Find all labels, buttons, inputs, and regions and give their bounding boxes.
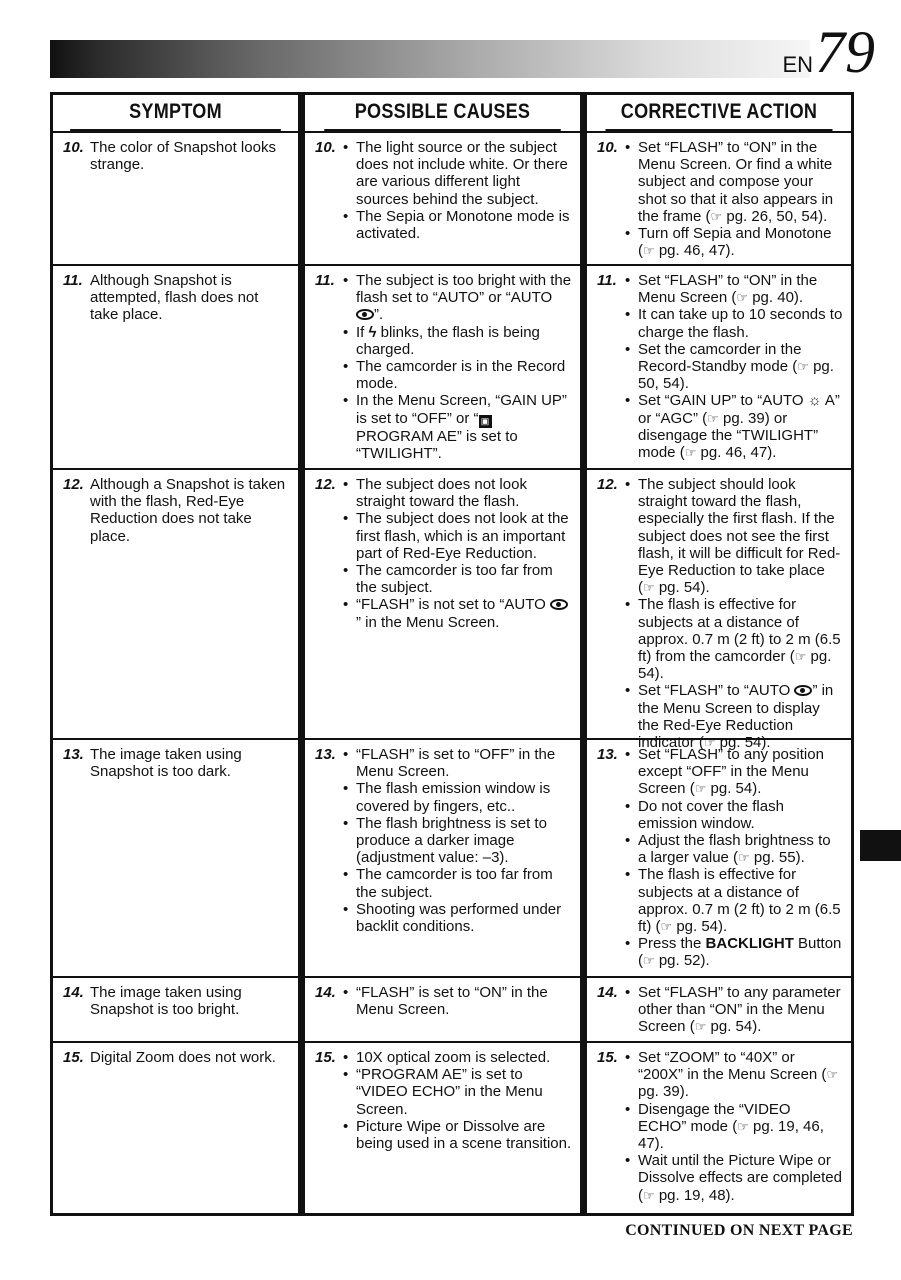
cause-item: • The Sepia or Monotone mode is activated. <box>342 208 572 242</box>
cause-item: • Picture Wipe or Dissolve are being used in a scene transition. <box>342 1118 572 1152</box>
red-eye-icon <box>550 599 568 610</box>
action-item: • Adjust the flash brightness to a larger value (☞ pg. 55). <box>624 832 843 866</box>
cause-cell <box>305 468 580 738</box>
pointer-icon: ☞ <box>643 953 655 969</box>
header-gradient-bar <box>50 40 810 78</box>
row-number: 13. <box>597 746 618 763</box>
action-cell <box>587 738 851 976</box>
row-number: 12. <box>63 476 84 493</box>
symptom-text: Although a Snapshot is taken with the flash, Red-Eye Reduction does not take place. <box>90 476 286 545</box>
row-number: 11. <box>597 272 617 289</box>
row-number: 11. <box>63 272 83 289</box>
column-divider <box>298 264 305 468</box>
action-list <box>624 139 843 259</box>
cause-cell <box>305 131 580 264</box>
symptom-text: The color of Snapshot looks strange. <box>90 139 276 174</box>
cause-list <box>342 139 572 242</box>
action-item: • Press the BACKLIGHT Button (☞ pg. 52). <box>624 935 843 969</box>
action-item: • Set “FLASH” to any parameter other than “ON” in the Menu Screen (☞ pg. 54). <box>624 984 843 1036</box>
action-item: • Disengage the “VIDEO ECHO” mode (☞ pg. 19, 46, 47). <box>624 1101 843 1153</box>
action-item: • Set “FLASH” to “ON” in the Menu Screen. Or find a white subject and compose your shot so that it also appears in the frame (☞ pg. 26, 50, 54). <box>624 139 843 225</box>
pointer-icon: ☞ <box>794 649 807 665</box>
cause-item: • The light source or the subject does not include white. Or there are various different light sources behind the subject. <box>342 139 572 208</box>
cause-cell <box>305 976 580 1041</box>
action-item: • The flash is effective for subjects at a distance of approx. 0.7 m (2 ft) to 2 m (6.5 ft) from the camcorder (☞ pg. 54). <box>624 596 843 682</box>
cause-item: • The subject does not look straight toward the flash. <box>342 476 572 510</box>
symptom-cell <box>53 468 298 738</box>
symptom-text: The image taken using Snapshot is too bright. <box>90 984 242 1019</box>
symptom-cell <box>53 738 298 976</box>
column-divider <box>580 976 587 1041</box>
action-list <box>624 1049 843 1204</box>
red-eye-icon <box>794 685 812 696</box>
troubleshooting-table <box>50 92 854 1216</box>
pointer-icon: ☞ <box>643 243 655 259</box>
red-eye-icon <box>356 309 374 320</box>
action-cell <box>587 131 851 264</box>
cause-item: • The camcorder is too far from the subject. <box>342 562 572 596</box>
continued-note: CONTINUED ON NEXT PAGE <box>625 1222 853 1239</box>
action-item: • Set “FLASH” to any position except “OFF” in the Menu Screen (☞ pg. 54). <box>624 746 843 798</box>
cause-item: • “FLASH” is set to “OFF” in the Menu Screen. <box>342 746 572 780</box>
symptom-text: The image taken using Snapshot is too dark. <box>90 746 242 781</box>
row-number: 14. <box>597 984 618 1001</box>
row-number: 12. <box>315 476 336 493</box>
action-item: • Wait until the Picture Wipe or Dissolve effects are completed (☞ pg. 19, 48). <box>624 1152 843 1204</box>
row-number: 14. <box>315 984 336 1001</box>
cause-cell <box>305 1041 580 1213</box>
action-list <box>624 272 843 461</box>
cause-list <box>342 272 572 462</box>
cause-item: • “FLASH” is set to “ON” in the Menu Screen. <box>342 984 572 1018</box>
action-item: • Turn off Sepia and Monotone (☞ pg. 46, 47). <box>624 225 843 259</box>
row-number: 15. <box>315 1049 336 1066</box>
row-number: 13. <box>315 746 336 763</box>
action-item: • Set the camcorder in the Record-Standby mode (☞ pg. 50, 54). <box>624 341 843 393</box>
pointer-icon: ☞ <box>736 290 749 306</box>
pointer-icon: ☞ <box>710 208 723 224</box>
row-number: 15. <box>63 1049 84 1066</box>
pointer-icon: ☞ <box>660 919 673 935</box>
pointer-icon: ☞ <box>826 1067 839 1083</box>
pointer-icon: ☞ <box>703 735 716 751</box>
cause-item: • The flash brightness is set to produce a darker image (adjustment value: –3). <box>342 815 572 867</box>
cause-list <box>342 476 572 631</box>
symptom-text: Although Snapshot is attempted, flash does not take place. <box>90 272 259 324</box>
row-number: 10. <box>597 139 618 156</box>
cause-item: • If ϟ blinks, the flash is being charged. <box>342 324 572 358</box>
pointer-icon: ☞ <box>643 1187 655 1203</box>
header-corrective-action: CORRECTIVE ACTION <box>605 95 832 131</box>
column-divider <box>580 468 587 738</box>
cause-item: • “PROGRAM AE” is set to “VIDEO ECHO” in the Menu Screen. <box>342 1066 572 1118</box>
pointer-icon: ☞ <box>738 850 750 866</box>
column-divider <box>298 468 305 738</box>
row-number: 15. <box>597 1049 618 1066</box>
column-divider <box>298 1041 305 1213</box>
symptom-cell <box>53 131 298 264</box>
pointer-icon: ☞ <box>737 1118 749 1134</box>
action-item: • It can take up to 10 seconds to charge the flash. <box>624 306 843 340</box>
header-possible-causes: POSSIBLE CAUSES <box>324 95 561 131</box>
column-divider <box>580 1041 587 1213</box>
section-thumb-tab <box>860 830 901 861</box>
cause-item: • “FLASH” is not set to “AUTO ” in the Menu Screen. <box>342 596 572 630</box>
row-number: 10. <box>315 139 336 156</box>
column-divider <box>580 131 587 264</box>
cause-list <box>342 746 572 935</box>
action-item: • Do not cover the flash emission window. <box>624 798 843 832</box>
pointer-icon: ☞ <box>694 781 707 797</box>
pointer-icon: ☞ <box>707 410 719 426</box>
column-divider <box>298 95 305 131</box>
cause-item: • Shooting was performed under backlit conditions. <box>342 901 572 935</box>
column-divider <box>298 131 305 264</box>
cause-cell <box>305 738 580 976</box>
action-item: • The subject should look straight toward the flash, especially the first flash. If the subject does not see the first flash, it will be difficult for Red-Eye Reduction to take place (☞ pg. 54). <box>624 476 843 596</box>
pointer-icon: ☞ <box>684 445 697 461</box>
gain-icon: ☼ <box>807 392 822 410</box>
action-list <box>624 746 843 970</box>
action-item: • Set “FLASH” to “ON” in the Menu Screen (☞ pg. 40). <box>624 272 843 306</box>
cause-item: • The flash emission window is covered by fingers, etc.. <box>342 780 572 814</box>
program-ae-icon: ▣ <box>479 415 492 428</box>
page-number-value: 79 <box>815 19 875 85</box>
action-cell <box>587 976 851 1041</box>
action-item: • Set “GAIN UP” to “AUTO ☼ A” or “AGC” (☞ pg. 39) or disengage the “TWILIGHT” mode (☞ pg. 46, 47). <box>624 392 843 461</box>
action-cell <box>587 264 851 468</box>
symptom-cell <box>53 264 298 468</box>
symptom-text: Digital Zoom does not work. <box>90 1049 276 1066</box>
action-cell <box>587 1041 851 1213</box>
pointer-icon: ☞ <box>797 359 809 375</box>
cause-list <box>342 984 572 1018</box>
cause-list <box>342 1049 572 1152</box>
action-list <box>624 476 843 751</box>
pointer-icon: ☞ <box>643 580 655 596</box>
action-item: • Set “FLASH” to “AUTO ” in the Menu Screen to display the Red-Eye Reduction indicator (☞ pg. 54). <box>624 682 843 751</box>
row-number: 11. <box>315 272 335 289</box>
action-list <box>624 984 843 1036</box>
column-divider <box>298 976 305 1041</box>
page-number <box>782 19 875 85</box>
row-number: 12. <box>597 476 618 493</box>
column-divider <box>580 738 587 976</box>
row-number: 13. <box>63 746 84 763</box>
symptom-cell <box>53 1041 298 1213</box>
cause-item: • The camcorder is in the Record mode. <box>342 358 572 392</box>
cause-item: • In the Menu Screen, “GAIN UP” is set to “OFF” or “ ▣ PROGRAM AE” is set to “TWILIGHT”. <box>342 392 572 462</box>
column-divider <box>298 738 305 976</box>
action-item: • Set “ZOOM” to “40X” or “200X” in the Menu Screen (☞ pg. 39). <box>624 1049 843 1101</box>
page-lang: EN <box>782 52 813 77</box>
row-number: 14. <box>63 984 84 1001</box>
symptom-cell <box>53 976 298 1041</box>
flash-icon: ϟ <box>368 323 377 341</box>
action-item: • The flash is effective for subjects at a distance of approx. 0.7 m (2 ft) to 2 m (6.5 ft) (☞ pg. 54). <box>624 866 843 935</box>
action-cell <box>587 468 851 752</box>
pointer-icon: ☞ <box>694 1019 707 1035</box>
column-divider <box>580 264 587 468</box>
cause-item: • The subject is too bright with the flash set to “AUTO” or “AUTO ”. <box>342 272 572 324</box>
cause-cell <box>305 264 580 468</box>
cause-item: • The subject does not look at the first flash, which is an important part of Red-Eye Reduction. <box>342 510 572 562</box>
cause-item: • The camcorder is too far from the subject. <box>342 866 572 900</box>
column-divider <box>580 95 587 131</box>
header-symptom: SYMPTOM <box>70 95 281 131</box>
row-number: 10. <box>63 139 84 156</box>
cause-item: • 10X optical zoom is selected. <box>342 1049 572 1066</box>
